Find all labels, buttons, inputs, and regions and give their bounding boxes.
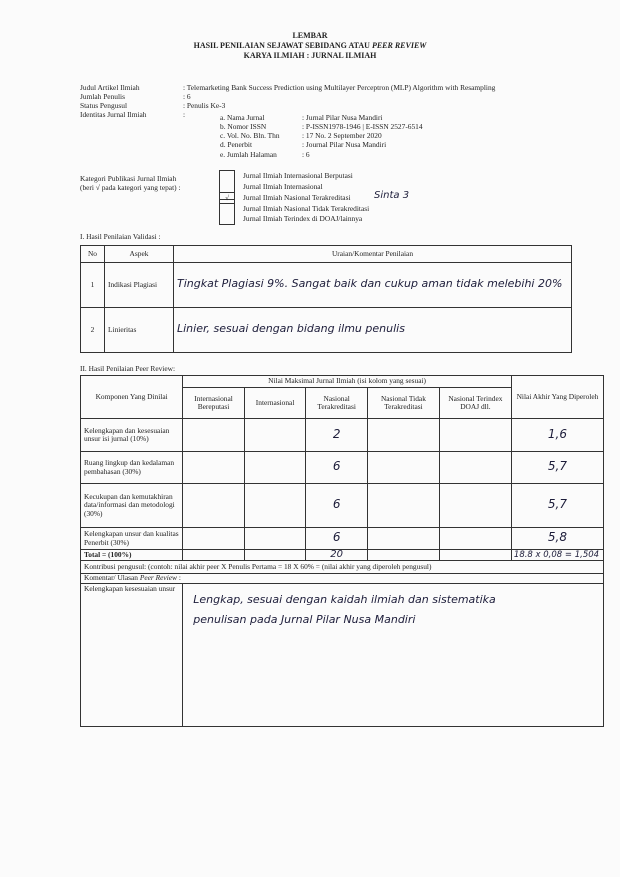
peer-row-cell xyxy=(244,528,306,550)
peer-row-akhir xyxy=(511,484,603,528)
kategori-option-4: Jurnal Ilmiah Nasional Tidak Terakreditasi xyxy=(243,204,370,213)
peer-total-akhir-value: 18.8 x 0,08 = 1,504 xyxy=(513,549,600,560)
identitas-penerbit-value: : Journal Pilar Nusa Mandiri xyxy=(302,140,387,149)
identitas-issn-value: : P-ISSN1978-1946 | E-ISSN 2527-6514 xyxy=(302,122,423,131)
kategori-label: Kategori Publikasi Jurnal Ilmiah xyxy=(80,174,177,183)
peer-row-nasional-value: 6 xyxy=(332,497,341,512)
peer-row-akhir xyxy=(511,419,603,452)
peer-row-cell xyxy=(439,484,511,528)
validasi-row-komentar-text: Linier, sesuai dengan bidang ilmu penulis xyxy=(177,322,405,336)
kategori-instruction: (beri √ pada kategori yang tepat) : xyxy=(80,183,181,192)
peer-row-komponen: Kecukupan dan kemutakhiran data/informasi dan metodologi (30%) xyxy=(81,484,183,528)
peer-col-nilai-maks: Nilai Maksimal Jurnal Ilmiah (isi kolom yang sesuai) xyxy=(183,376,512,388)
peer-row-cell xyxy=(439,452,511,484)
peer-total-row xyxy=(81,550,604,561)
peer-row xyxy=(81,452,604,484)
validasi-row-komentar-text: Tingkat Plagiasi 9%. Sangat baik dan cukup aman tidak melebihi 20% xyxy=(177,277,563,291)
peer-total-label: Total = (100%) xyxy=(81,550,183,561)
peer-row-akhir-value: 5,7 xyxy=(547,459,567,474)
identitas-nama-label: a. Nama Jurnal xyxy=(220,113,265,122)
peer-row xyxy=(81,528,604,550)
peer-row xyxy=(81,484,604,528)
validasi-heading: I. Hasil Penilaian Validasi : xyxy=(80,232,161,241)
peer-col-komponen: Komponen Yang Dinilai xyxy=(81,376,183,419)
kategori-checkbox-group-bottom[interactable] xyxy=(219,203,235,225)
peer-kelengkapan-label: Kelengkapan kesesuaian unsur xyxy=(81,584,183,727)
jumlah-penulis-value: : 6 xyxy=(183,92,191,101)
peer-row-cell xyxy=(439,550,511,561)
kategori-option-3: Jurnal Ilmiah Nasional Terakreditasi xyxy=(243,193,351,202)
peer-subcol-internasional: Internasional xyxy=(244,388,306,419)
peer-subcol-nasional-tidak: Nasional Tidak Terakreditasi xyxy=(367,388,439,419)
peer-row-cell xyxy=(367,528,439,550)
peer-row-akhir xyxy=(511,528,603,550)
identitas-halaman-label: e. Jumlah Halaman xyxy=(220,150,277,159)
peer-row-komponen: Kelengkapan dan kesesuaian unsur isi jurnal (10%) xyxy=(81,419,183,452)
validasi-col-no: No xyxy=(81,246,105,263)
handwritten-sinta: Sinta 3 xyxy=(374,190,410,201)
peer-total-nasional xyxy=(306,550,368,561)
peer-row-nasional xyxy=(306,528,368,550)
status-pengusul-value: : Penulis Ke-3 xyxy=(183,101,226,110)
validasi-row-aspek: Linieritas xyxy=(105,308,174,353)
peer-row-cell xyxy=(367,419,439,452)
kategori-checkbox-nasional-terakreditasi[interactable]: √ xyxy=(219,192,235,204)
validasi-row-komentar xyxy=(174,308,572,353)
peer-row-cell xyxy=(183,550,245,561)
peer-kelengkapan-line1: Lengkap, sesuai dengan kaidah ilmiah dan sistematika xyxy=(193,593,496,606)
validasi-row-aspek: Indikasi Plagiasi xyxy=(105,263,174,308)
peer-row-nasional-value: 2 xyxy=(332,426,341,441)
peer-row-cell xyxy=(244,550,306,561)
peer-row-nasional-value: 6 xyxy=(332,459,341,474)
peer-table xyxy=(80,375,604,727)
peer-kelengkapan-line2: penulisan pada Jurnal Pilar Nusa Mandiri xyxy=(193,613,416,626)
doc-title-line1: LEMBAR xyxy=(292,31,328,40)
peer-komentar-label: Komentar/ Ulasan Peer Review : xyxy=(81,574,604,584)
jumlah-penulis-label: Jumlah Penulis xyxy=(80,92,125,101)
judul-value: : Telemarketing Bank Success Prediction using Multilayer Perceptron (MLP) Algorithm with Resampling xyxy=(183,83,496,92)
peer-subcol-nasional-terakreditasi: Nasional Terakreditasi xyxy=(306,388,368,419)
peer-row-komponen: Ruang lingkup dan kedalaman pembahasan (30%) xyxy=(81,452,183,484)
peer-row-akhir xyxy=(511,452,603,484)
peer-heading: II. Hasil Penilaian Peer Review: xyxy=(80,364,176,373)
peer-row-cell xyxy=(244,419,306,452)
validasi-row xyxy=(81,263,572,308)
peer-row-akhir-value: 1,6 xyxy=(547,426,567,441)
peer-row-akhir-value: 5,7 xyxy=(547,497,567,512)
validasi-row-no: 1 xyxy=(81,263,105,308)
peer-row-akhir-value: 5,8 xyxy=(547,530,567,545)
peer-kelengkapan-comment xyxy=(183,584,604,727)
peer-row-nasional-value: 6 xyxy=(332,530,341,545)
validasi-row-no: 2 xyxy=(81,308,105,353)
peer-row-cell xyxy=(367,452,439,484)
judul-label: Judul Artikel Ilmiah xyxy=(80,83,140,92)
validasi-row-komentar xyxy=(174,263,572,308)
validasi-table xyxy=(80,245,572,353)
identitas-issn-label: b. Nomor ISSN xyxy=(220,122,267,131)
peer-subcol-internasional-bereputasi: Internasional Bereputasi xyxy=(183,388,245,419)
validasi-col-aspek: Aspek xyxy=(105,246,174,263)
identitas-vol-label: c. Vol. No. Bln. Thn xyxy=(220,131,280,140)
peer-row-komponen: Kelengkapan unsur dan kualitas Penerbit (30%) xyxy=(81,528,183,550)
kategori-option-2: Jurnal Ilmiah Internasional xyxy=(243,182,323,191)
doc-title-line2: HASIL PENILAIAN SEJAWAT SEBIDANG ATAU PEER REVIEW xyxy=(193,41,427,50)
peer-row xyxy=(81,419,604,452)
identitas-label: Identitas Jurnal Ilmiah xyxy=(80,110,147,119)
peer-row-cell xyxy=(367,550,439,561)
peer-kontribusi: Kontribusi pengusul: (contoh: nilai akhir peer X Penulis Pertama = 18 X 60% = (nilai akhir yang diperoleh pengusul) xyxy=(81,561,604,574)
identitas-colon: : xyxy=(183,110,186,119)
identitas-penerbit-label: d. Penerbit xyxy=(220,140,253,149)
peer-row-nasional xyxy=(306,452,368,484)
peer-row-cell xyxy=(439,419,511,452)
validasi-row xyxy=(81,308,572,353)
peer-row-cell xyxy=(244,484,306,528)
identitas-halaman-value: : 6 xyxy=(302,150,310,159)
peer-row-cell xyxy=(183,419,245,452)
identitas-nama-value: : Jurnal Pilar Nusa Mandiri xyxy=(302,113,383,122)
doc-title-line3: KARYA ILMIAH : JURNAL ILMIAH xyxy=(243,51,377,60)
peer-row-nasional xyxy=(306,484,368,528)
status-pengusul-label: Status Pengusul xyxy=(80,101,128,110)
peer-total-akhir xyxy=(511,550,603,561)
peer-row-cell xyxy=(183,484,245,528)
peer-col-akhir: Nilai Akhir Yang Diperoleh xyxy=(511,376,603,419)
validasi-col-uraian: Uraian/Komentar Penilaian xyxy=(174,246,572,263)
peer-subcol-doaj: Nasional Terindex DOAJ dll. xyxy=(439,388,511,419)
peer-row-cell xyxy=(439,528,511,550)
peer-row-cell xyxy=(183,528,245,550)
peer-row-nasional xyxy=(306,419,368,452)
peer-row-cell xyxy=(244,452,306,484)
peer-row-cell xyxy=(183,452,245,484)
kategori-option-5: Jurnal Ilmiah Terindex di DOAJ/lainnya xyxy=(243,214,363,223)
peer-row-cell xyxy=(367,484,439,528)
peer-total-nasional-value: 20 xyxy=(330,548,344,560)
kategori-option-1: Jurnal Ilmiah Internasional Berputasi xyxy=(243,171,353,180)
identitas-vol-value: : 17 No. 2 September 2020 xyxy=(302,131,382,140)
